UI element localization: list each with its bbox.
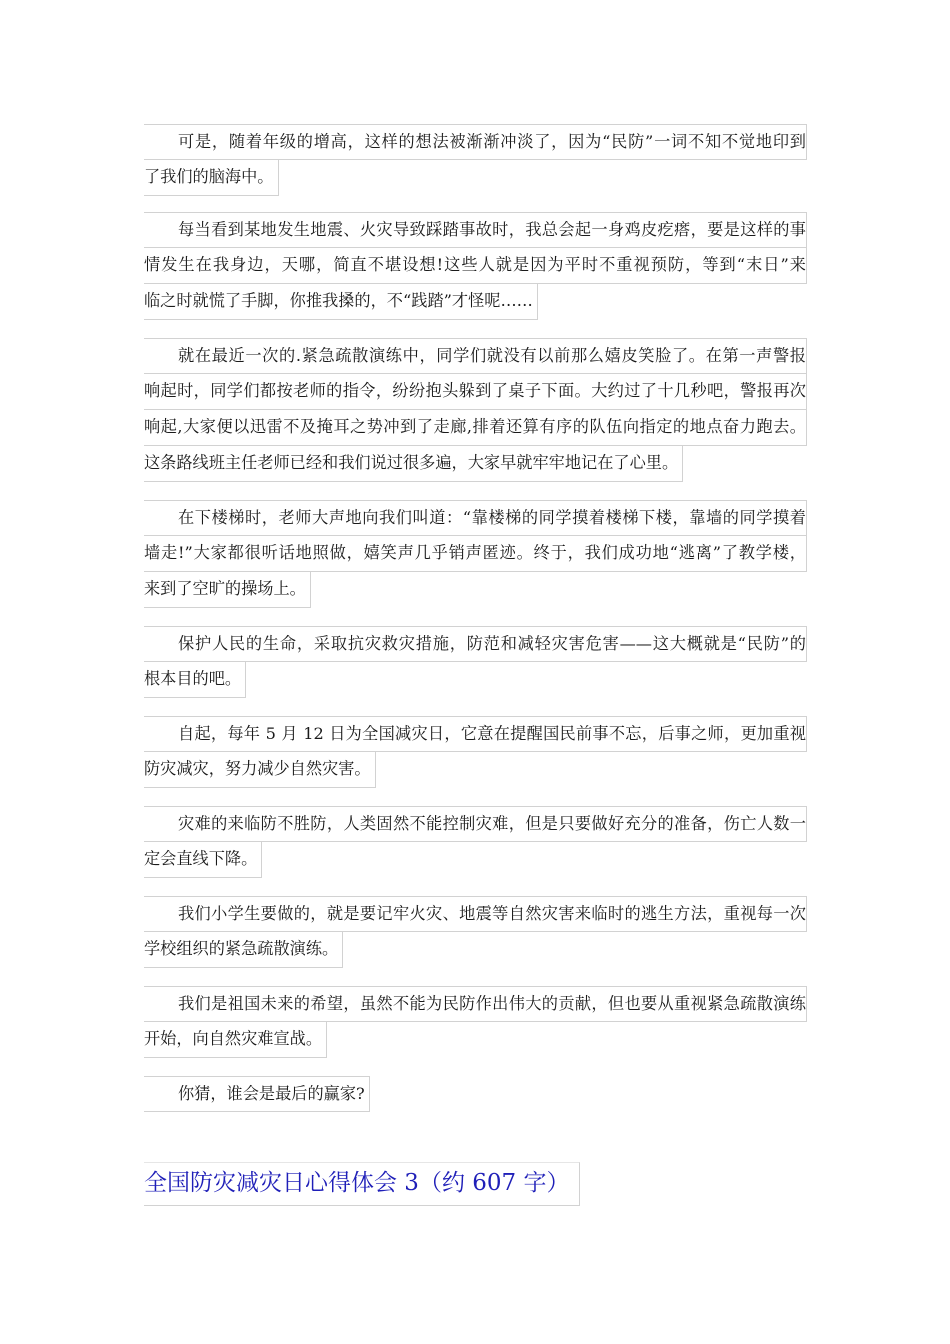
paragraph: [144, 338, 807, 482]
paragraph-line: 开始，向自然灾难宣战。: [144, 1022, 327, 1058]
paragraph-line: 学校组织的紧急疏散演练。: [144, 932, 343, 968]
paragraph-line: 了我们的脑海中。: [144, 160, 279, 196]
paragraph-line: 我们小学生要做的，就是要记牢火灾、地震等自然灾害来临时的逃生方法，重视每一次: [144, 896, 807, 932]
paragraph-line: 根本目的吧。: [144, 662, 246, 698]
paragraph-line: 情发生在我身边，天哪，简直不堪设想!这些人就是因为平时不重视预防，等到“末日”来: [144, 248, 807, 284]
paragraph: [144, 896, 807, 968]
paragraph: [144, 806, 807, 878]
paragraph-line: 在下楼梯时，老师大声地向我们叫道：“靠楼梯的同学摸着楼梯下楼，靠墙的同学摸着: [144, 500, 807, 536]
paragraph-line: 防灾减灾，努力减少自然灾害。: [144, 752, 376, 788]
paragraph-line: 响起时，同学们都按老师的指令，纷纷抱头躲到了桌子下面。大约过了十几秒吧，警报再次: [144, 374, 807, 410]
paragraph-line: 响起,大家便以迅雷不及掩耳之势冲到了走廊,排着还算有序的队伍向指定的地点奋力跑去。: [144, 410, 807, 446]
paragraph: [144, 716, 807, 788]
paragraph-line: 这条路线班主任老师已经和我们说过很多遍，大家早就牢牢地记在了心里。: [144, 446, 683, 482]
paragraph-line: 临之时就慌了手脚，你推我搡的，不“践踏”才怪呢……: [144, 284, 538, 320]
paragraph-line: 我们是祖国未来的希望，虽然不能为民防作出伟大的贡献，但也要从重视紧急疏散演练: [144, 986, 807, 1022]
paragraph: [144, 986, 807, 1058]
paragraph-line: 定会直线下降。: [144, 842, 262, 878]
paragraph-line: 就在最近一次的.紧急疏散演练中，同学们就没有以前那么嬉皮笑脸了。在第一声警报: [144, 338, 807, 374]
paragraph: [144, 212, 807, 320]
paragraph: [144, 124, 807, 196]
paragraph-line: 灾难的来临防不胜防，人类固然不能控制灾难，但是只要做好充分的准备，伤亡人数一: [144, 806, 807, 842]
paragraph-line: 自起，每年 5 月 12 日为全国减灾日，它意在提醒国民前事不忘，后事之师，更加重视: [144, 716, 807, 752]
paragraph-line: 来到了空旷的操场上。: [144, 572, 311, 608]
paragraph: [144, 500, 807, 608]
section-heading: 全国防灾减灾日心得体会 3（约 607 字）: [144, 1162, 580, 1206]
paragraph-line: 可是，随着年级的增高，这样的想法被渐渐冲淡了，因为“民防”一词不知不觉地印到: [144, 124, 807, 160]
paragraph-line: 你猜，谁会是最后的赢家?: [144, 1076, 370, 1112]
paragraph-line: 保护人民的生命，采取抗灾救灾措施，防范和减轻灾害危害——这大概就是“民防”的: [144, 626, 807, 662]
paragraph: [144, 1076, 807, 1112]
paragraph: [144, 626, 807, 698]
paragraph-line: 墙走!”大家都很听话地照做，嬉笑声几乎销声匿迹。终于，我们成功地“逃离”了教学楼，: [144, 536, 807, 572]
paragraph-line: 每当看到某地发生地震、火灾导致踩踏事故时，我总会起一身鸡皮疙瘩，要是这样的事: [144, 212, 807, 248]
